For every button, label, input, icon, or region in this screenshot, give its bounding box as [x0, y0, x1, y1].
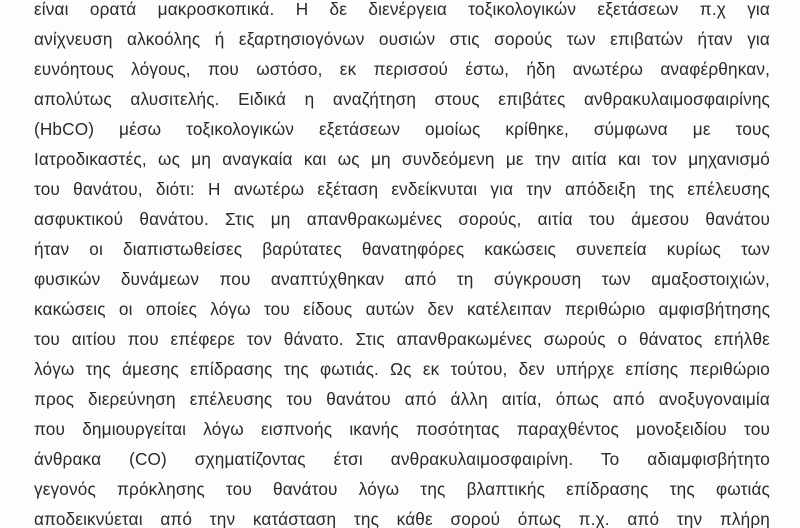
text-line: αποδεικνύεται από την κατάσταση της κάθε σορού όπως π.χ. από την πλήρη: [34, 509, 770, 528]
text-line: είναι ορατά μακροσκοπικά. Η δε διενέργεια τοξικολογικών εξετάσεων π.χ για: [34, 0, 770, 19]
text-line: φυσικών δυνάμεων που αναπτύχθηκαν από τη σύγκρουση των αμαξοστοιχιών,: [34, 269, 770, 289]
text-line: που δημιουργείται λόγω εισπνοής ικανής ποσότητας παραχθέντος μονοξειδίου του: [34, 419, 770, 439]
text-line: του αιτίου που επέφερε τον θάνατο. Στις απανθρακωμένες σωρούς ο θάνατος επήλθε: [34, 329, 770, 349]
text-line: ανίχνευση αλκοόλης ή εξαρτησιογόνων ουσιών στις σορούς των επιβατών ήταν για: [34, 29, 770, 49]
text-line: γεγονός πρόκλησης του θανάτου λόγω της βλαπτικής επίδρασης της φωτιάς: [34, 479, 770, 499]
text-line: απολύτως αλυσιτελής. Ειδικά η αναζήτηση στους επιβάτες ανθρακυλαιμοσφαιρίνης: [34, 89, 770, 109]
text-line: προς διερεύνηση επέλευσης του θανάτου από άλλη αιτία, όπως από ανοξυγοναιμία: [34, 389, 770, 409]
text-line: άνθρακα (CO) σχηματίζοντας έτσι ανθρακυλαιμοσφαιρίνη. Το αδιαμφισβήτητο: [34, 449, 770, 469]
text-line: ευνόητους λόγους, που ωστόσο, εκ περισσού έστω, ήδη ανωτέρω αναφέρθηκαν,: [34, 59, 770, 79]
text-line: του θανάτου, διότι: Η ανωτέρω εξέταση ενδείκνυται για την απόδειξη της επέλευσης: [34, 179, 770, 199]
body-text: [34, 0, 770, 528]
text-line: (HbCO) μέσω τοξικολογικών εξετάσεων ομοίως κρίθηκε, σύμφωνα με τους: [34, 119, 770, 139]
text-line: Ιατροδικαστές, ως μη αναγκαία και ως μη συνδεόμενη με την αιτία και τον μηχανισμό: [34, 149, 770, 169]
text-line: λόγω της άμεσης επίδρασης της φωτιάς. Ως εκ τούτου, δεν υπήρχε επίσης περιθώριο: [34, 359, 770, 379]
text-line: ασφυκτικού θανάτου. Στις μη απανθρακωμένες σορούς, αιτία του άμεσου θανάτου: [34, 209, 770, 229]
text-line: κακώσεις οι οποίες λόγω του είδους αυτών δεν κατέλειπαν περιθώριο αμφισβήτησης: [34, 299, 770, 319]
text-line: ήταν οι διαπιστωθείσες βαρύτατες θανατηφόρες κακώσεις συνεπεία κυρίως των: [34, 239, 770, 259]
